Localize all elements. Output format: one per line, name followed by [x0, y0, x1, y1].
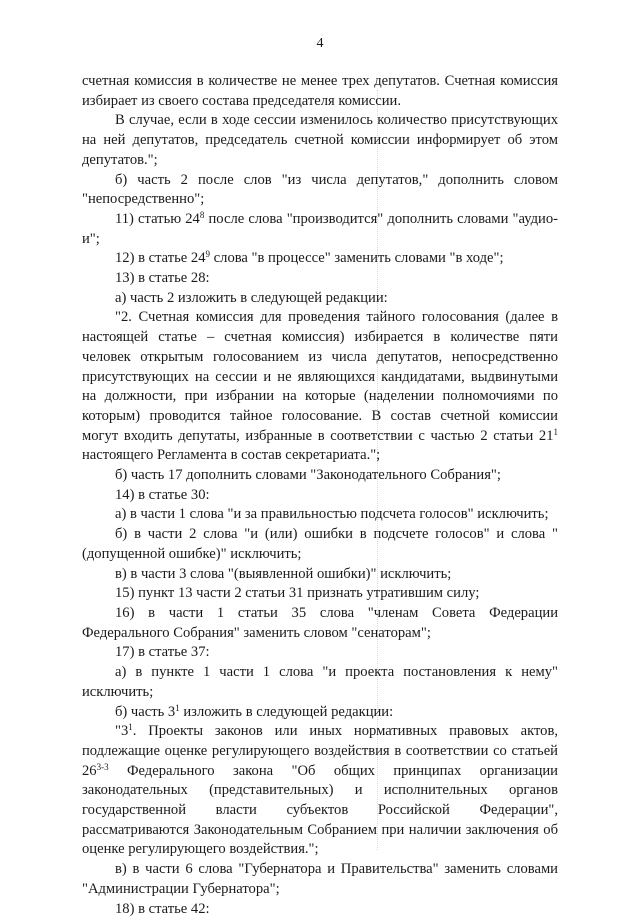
- paragraph: в) в части 6 слова "Губернатора и Правительства" заменить словами "Администрации Губернатора";: [82, 861, 558, 897]
- paragraph-item-15: 15) пункт 13 части 2 статьи 31 признать утратившим силу;: [115, 585, 480, 602]
- text-run: 11) статью 24: [115, 210, 200, 227]
- paragraph-quote: [82, 722, 558, 860]
- paragraph-item-18: 18) в статье 42:: [115, 900, 210, 917]
- page-number: 4: [316, 36, 324, 51]
- paragraph-item-14: 14) в статье 30:: [115, 486, 210, 503]
- superscript: 3-3: [96, 761, 109, 772]
- text-run: 12) в статье 24: [115, 250, 206, 267]
- paragraph-quote: [82, 308, 558, 466]
- paragraph: а) в части 1 слова "и за правильностью подсчета голосов" исключить;: [115, 506, 549, 523]
- paragraph: б) часть 2 после слов "из числа депутатов," дополнить словом "непосредственно";: [82, 171, 558, 208]
- text-run: Федерального закона "Об общих принципах организации законодательных (представительных) и исполнительных органов государственной власти субъектов Российской Федерации", рассматриваются Законодательным Собранием при наличии заключения об оценке регулирующего воздействия.";: [82, 762, 558, 858]
- paragraph-item-16: 16) в части 1 статьи 35 слова "членам Совета Федерации Федерального Собрания" заменить словом "сенаторам";: [82, 604, 558, 641]
- text-run: б) часть 3: [115, 703, 176, 720]
- paragraph-item-17: 17) в статье 37:: [115, 644, 210, 661]
- paragraph: б) в части 2 слова "и (или) ошибки в подсчете голосов" и слова "(допущенной ошибке)" исключить;: [82, 526, 558, 562]
- text-run: слова "в процессе" заменить словами "в ходе";: [210, 250, 504, 267]
- document-body: [82, 72, 558, 919]
- paragraph: в) в части 3 слова "(выявленной ошибки)" исключить;: [115, 565, 452, 582]
- text-run: "2. Счетная комиссия для проведения тайного голосования (далее в настоящей статье – счетная комиссия) избирается в количестве пяти человек открытым голосованием из числа депутатов, непосредственно присутствующих на сессии и не являющихся кандидатами, выдвинутыми на должности, при избрании на которые (наделении полномочиями по которым) проводится тайное голосование. В состав счетной комиссии могут входить депутаты, избранные в соответствии с частью 2 статьи 21: [82, 309, 558, 444]
- paragraph-item-12: [82, 249, 558, 269]
- text-run: настоящего Регламента в состав секретариата.";: [82, 447, 381, 464]
- paragraph-item-13: 13) в статье 28:: [115, 270, 210, 287]
- paragraph: б) часть 17 дополнить словами "Законодательного Собрания";: [115, 467, 501, 484]
- text-run: изложить в следующей редакции:: [179, 703, 394, 720]
- superscript: 1: [128, 722, 133, 733]
- paragraph-continuation: счетная комиссия в количестве не менее трех депутатов. Счетная комиссия избирает из своего состава председателя комиссии.: [82, 73, 558, 109]
- paragraph: В случае, если в ходе сессии изменилось количество присутствующих на ней депутатов, председатель счетной комиссии информирует об этом депутатов.";: [82, 112, 558, 168]
- superscript: 9: [205, 249, 211, 260]
- paragraph: а) в пункте 1 части 1 слова "и проекта постановления к нему" исключить;: [82, 664, 558, 700]
- text-run: . Проекты законов или иных нормативных правовых актов, подлежащие оценке регулирующего воздействия в соответствии со статьей 26: [82, 723, 558, 779]
- superscript: 8: [199, 209, 205, 220]
- paragraph: а) часть 2 изложить в следующей редакции:: [115, 289, 388, 306]
- superscript: 1: [175, 702, 180, 713]
- text-run: "3: [115, 723, 129, 740]
- text-run: после слова "производится" дополнить словами "аудио- и";: [82, 210, 558, 247]
- superscript: 1: [553, 426, 558, 437]
- paragraph: [82, 703, 558, 723]
- paragraph-item-11: [82, 210, 558, 249]
